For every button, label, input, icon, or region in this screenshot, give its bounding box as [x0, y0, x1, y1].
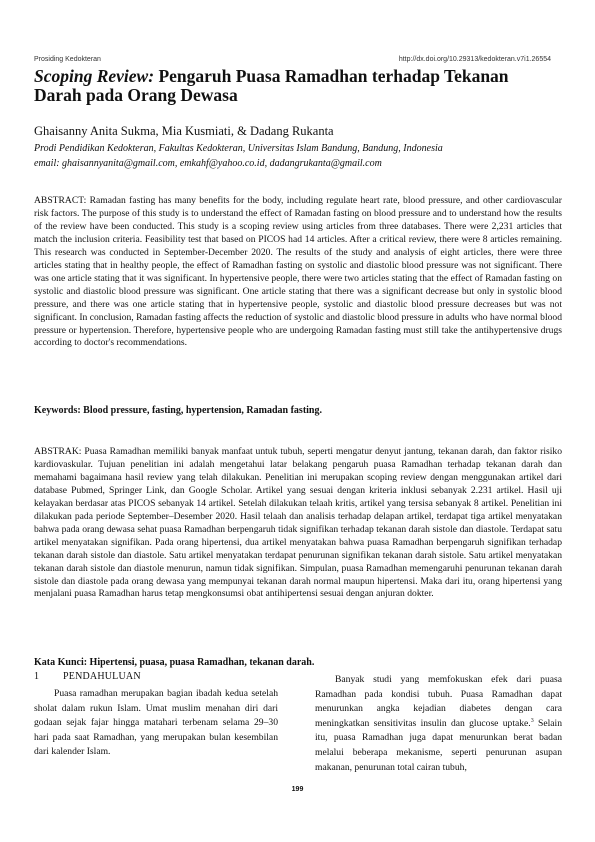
keywords-english: Keywords: Blood pressure, fasting, hypertension, Ramadan fasting. [34, 405, 322, 416]
body-paragraph-right [315, 673, 562, 775]
page-number: 199 [291, 786, 304, 793]
body-text: Banyak studi yang memfokuskan efek dari puasa Ramadhan pada kondisi tubuh. Puasa Ramadhan dapat menurunkan angka kejadian diabetes dengan cara meningkatkan sensitivitas insulin dan glucose uptake. [315, 674, 562, 729]
abstract-indonesian: ABSTRAK: Puasa Ramadhan memiliki banyak manfaat untuk tubuh, seperti mengatur denyut jantung, tekanan darah, dan faktor risiko kardiovaskular. Tujuan penelitian ini adalah mengetahui latar belakang pengaruh puasa Ramadhan terhadap tekanan darah dan memahami bagaimana hasil review yang telah dilakukan. Penelitian ini merupakan scoping review dengan menggunakan artikel dari database Pubmed, Springer Link, dan Google Scholar. Artikel yang sesuai dengan kriteria inklusi sebanyak 2.231 artikel. Hasil uji kelayakan berdasar atas PICOS sebanyak 14 artikel. Setelah dilakukan telaah kritis, artikel yang tersisa sebanyak 8 artikel. Penelitian ini dilakukan pada periode September–Desember 2020. Hasil telaah dan analisis terhadap delapan artikel, terdapat tiga artikel menyatakan bahwa pada orang dewasa sehat puasa Ramadhan berpengaruh tidak signifikan terhadap tekanan darah sistole dan diastole. Terdapat satu artikel menyatakan signifikan. Pada orang hipertensi, dua artikel menyatakan bahwa puasa Ramadhan berpengaruh signifikan terhadap tekanan darah sistole dan diastole. Satu artikel menyatakan terdapat penurunan signifikan tekanan darah sistole. Satu artikel menyatakan tekanan darah sistole dan diastole menurun, namun tidak signifikan. Simpulan, puasa Ramadhan memengaruhi penurunan tekanan darah sistole dan diastole pada orang dewasa yang mempunyai tekanan darah normal maupun hipertensi. Maka dari itu, orang hipertensi yang menjalani puasa Ramadhan harus tetap mengkonsumsi obat antihipertensi sesuai dengan anjuran dokter. [34, 446, 562, 600]
title-main-part: Pengaruh Puasa Ramadhan terhadap Tekanan Darah pada Orang Dewasa [34, 66, 509, 105]
affiliation: Prodi Pendidikan Kedokteran, Fakultas Kedokteran, Universitas Islam Bandung, Bandung, Indonesia [34, 143, 443, 154]
section-number: 1 [34, 671, 39, 682]
abstract-english: ABSTRACT: Ramadan fasting has many benefits for the body, including regulate heart rate, blood pressure, and other cardiovascular risk factors. The purpose of this study is to understand the effect of Ramadan fasting on blood pressure and to understand how the results of the review have been conducted. This study is a scoping review using articles from three databases. There were 2,231 articles that match the inclusion criteria. Feasibility test that based on PICOS had 14 articles. After a critical review, there were 8 articles remaining. This research was conducted in September-December 2020. The results of the study and analysis of eight articles, there were three articles stating that in healthy people, the effect of Ramadhan fasting on systolic and diastolic blood pressure was not significant. There was one article stating that it was significant. In hypertensive people, there were two articles stating that the effect of Ramadan fasting on systolic and diastolic blood pressure was significant. One article stating that there was a significant decrease but only in systolic blood pressure, and there was one article stating that in hypertensive people, systolic and diastolic blood pressure decreases but was not significant. In conclusion, Ramadan fasting affects the reduction of systolic and diastolic blood pressure in adults who have normal blood pressure or hypertension. Therefore, hypertensive people who are undergoing Ramadan fasting must still take the antihypertensive drugs according to doctor's recommendations. [34, 195, 562, 349]
title-italic-part: Scoping Review: [34, 66, 155, 86]
author-list: Ghaisanny Anita Sukma, Mia Kusmiati, & Dadang Rukanta [34, 124, 334, 138]
citation-reference: 3 [530, 717, 534, 724]
body-paragraph-left: Puasa ramadhan merupakan bagian ibadah kedua setelah sholat dalam rukun Islam. Umat muslim menahan diri dari godaan sejak fajar hingga matahari terbenam selama 29–30 hari pada saat Ramadhan, yang merupakan bulan kesembilan dari kalender Islam. [34, 688, 278, 758]
keywords-indonesian: Kata Kunci: Hipertensi, puasa, puasa Ramadhan, tekanan darah. [34, 657, 315, 668]
author-emails: email: ghaisannyanita@gmail.com, emkahf@yahoo.co.id, dadangrukanta@gmail.com [34, 158, 382, 169]
journal-name: Prosiding Kedokteran [34, 56, 101, 63]
page-title [34, 67, 554, 105]
body-text: Selain itu, puasa Ramadhan juga dapat menurunkan berat badan melalui beberapa mekanisme, seperti penurunan asupan makanan, penurunan total cairan tubuh, [315, 717, 562, 773]
doi-link[interactable]: http://dx.doi.org/10.29313/kedokteran.v7i1.26554 [398, 56, 551, 63]
section-heading: PENDAHULUAN [63, 671, 141, 682]
